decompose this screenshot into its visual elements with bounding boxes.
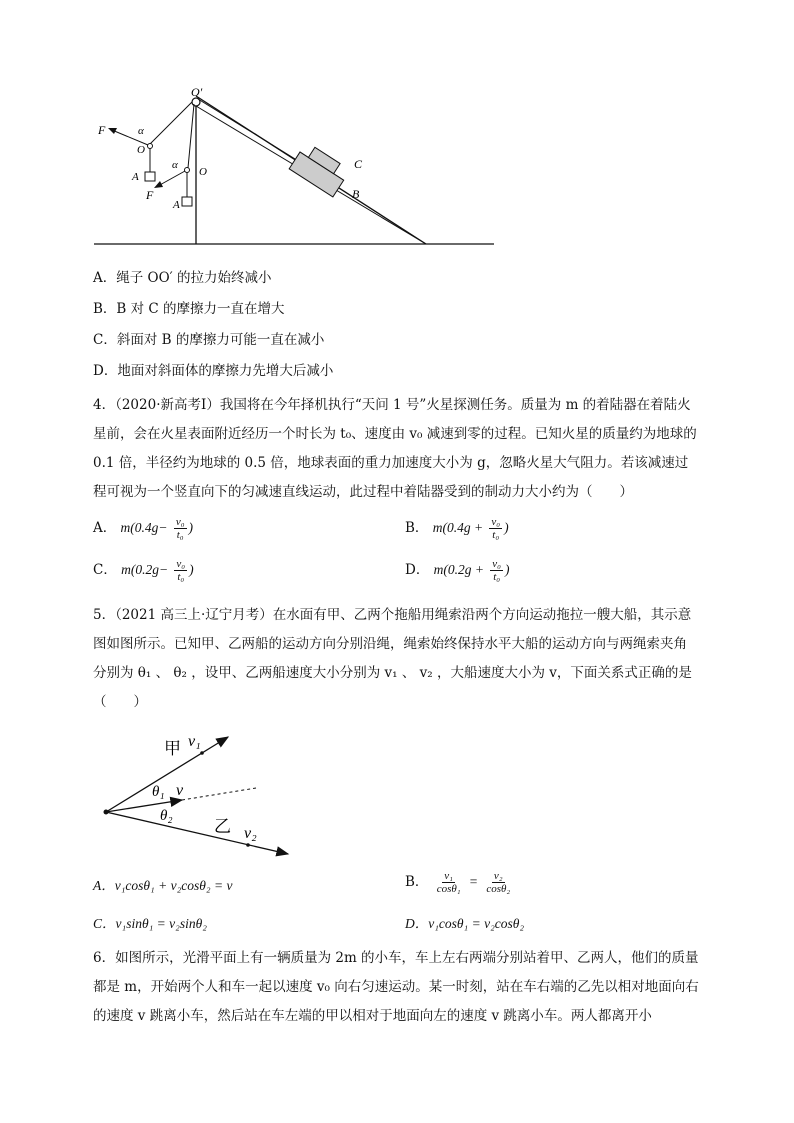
q4-option-c-expr: m(0.2g− xyxy=(121,562,169,577)
force-right-arrowhead-icon xyxy=(154,181,163,188)
weight-a-left xyxy=(145,172,155,181)
ship-direction-dashed xyxy=(182,788,256,800)
dot-v2 xyxy=(246,843,250,847)
fraction-numerator: v₀ xyxy=(175,516,185,528)
label-b: B xyxy=(352,187,360,201)
q4-option-c-close: ) xyxy=(189,562,194,577)
weight-a-right xyxy=(182,197,192,206)
label-c: C xyxy=(354,157,363,171)
q4-option-b-expr: m(0.4g + xyxy=(432,520,484,535)
fraction-denominator: t₀ xyxy=(493,571,501,583)
q4-option-d-fraction xyxy=(490,558,503,583)
fraction-numerator: v₂ xyxy=(493,870,503,882)
q4-option-a-fraction xyxy=(174,516,187,541)
q3-option-c: C．斜面对 B 的摩擦力可能一直在减小 xyxy=(93,332,325,348)
label-o-left: O xyxy=(137,144,145,156)
label-yi: 乙 xyxy=(214,817,231,836)
q5-stem: 5．（2021 高三上·辽宁月考）在水面有甲、乙两个拖船用绳索沿两个方向运动拖拉一艘大船，其示意图如图所示。已知甲、乙两船的运动方向分别沿绳，绳索始终保持水平大船的运动方向与两绳索夹角分别为 θ₁ 、 θ₂ ，设甲、乙两船速度大小分别为 v₁ 、 v₂ ，大船速度大小为 v，下面关系式正确的是（ ） xyxy=(93,607,692,710)
label-o-prime: O′ xyxy=(191,85,203,99)
knot-left-icon xyxy=(148,144,153,149)
fraction-denominator: t₀ xyxy=(177,571,185,583)
label-a-left: A xyxy=(132,171,139,183)
fraction-numerator: v₁ xyxy=(444,870,454,882)
figure-incline-pulley xyxy=(90,82,500,250)
knot-right-icon xyxy=(185,168,190,173)
fraction-denominator: cosθ₁ xyxy=(436,883,461,895)
q3-option-d: D．地面对斜面体的摩擦力先增大后减小 xyxy=(93,363,334,379)
q5-option-b-equals: = xyxy=(468,874,479,889)
force-right-arrow xyxy=(158,171,185,186)
q4-option-d-prefix: D． xyxy=(405,562,430,578)
label-a-right: A xyxy=(173,199,180,211)
q4-option-a-close: ) xyxy=(188,520,194,535)
fraction-numerator: v₀ xyxy=(176,558,186,570)
figure-tug-boats xyxy=(96,724,306,864)
label-o-right: O xyxy=(199,166,207,178)
q4-option-d-expr: m(0.2g + xyxy=(433,562,484,577)
q4-option-c-fraction xyxy=(174,558,187,583)
fraction-denominator: t₀ xyxy=(176,529,184,541)
dot-v1 xyxy=(200,751,204,755)
label-theta2: θ₂ xyxy=(160,808,173,824)
q5-option-b-fraction-2 xyxy=(484,870,512,895)
q4-option-a xyxy=(93,516,193,541)
q4-option-b-prefix: B． xyxy=(405,520,429,536)
q4-option-d-close: ) xyxy=(505,562,510,577)
rope-yi-arrow xyxy=(106,812,288,854)
fraction-numerator: v₀ xyxy=(491,516,501,528)
label-alpha-right: α xyxy=(172,159,178,171)
q5-option-b-fraction-1 xyxy=(435,870,463,895)
label-f-left: F xyxy=(98,123,106,137)
q4-option-c xyxy=(93,558,194,583)
q3-option-b: B．B 对 C 的摩擦力一直在增大 xyxy=(93,301,285,317)
label-alpha-left: α xyxy=(138,125,144,137)
q6-stem: 6．如图所示，光滑平面上有一辆质量为 2m 的小车，车上左右两端分别站着甲、乙两人，他们的质量都是 m，开始两个人和车一起以速度 v₀ 向右匀速运动。某一时刻，站在车右端的乙先以相对地面向右的速度 v 跳离小车，然后站在车左端的甲以相对于地面向左的速度 v 跳离小车。两人都离开小 xyxy=(93,950,699,1024)
q4-stem: 4．（2020·新高考Ⅰ）我国将在今年择机执行“天问 1 号”火星探测任务。质量为 m 的着陆器在着陆火星前，会在火星表面附近经历一个时长为 t₀、速度由 v₀ 减速到零的过程。已知火星的质量约为地球的 0.1 倍，半径约为地球的 0.5 倍，地球表面的重力加速度大小为 g，忽略火星大气阻力。若该减速过程可视为一个竖直向下的匀减速直线运动，此过程中着陆器受到的制动力大小约为（ ） xyxy=(93,397,697,500)
q4-option-b-fraction xyxy=(489,516,502,541)
q5-option-a: A．v₁cosθ₁ + v₂cosθ₂ = v xyxy=(93,878,233,893)
fraction-denominator: cosθ₂ xyxy=(486,883,511,895)
q5-option-c: C．v₁sinθ₁ = v₂sinθ₂ xyxy=(93,916,207,931)
q4-option-a-prefix: A． xyxy=(93,520,117,536)
label-f-right: F xyxy=(146,188,154,202)
q5-option-d: D．v₁cosθ₁ = v₂cosθ₂ xyxy=(405,916,525,931)
q5-option-b-prefix: B． xyxy=(405,874,429,890)
q4-option-c-prefix: C． xyxy=(93,562,117,578)
q4-option-b-close: ) xyxy=(504,520,509,535)
q4-option-d xyxy=(405,558,510,583)
rope-right-top xyxy=(188,104,194,168)
rope-left-top xyxy=(150,102,192,144)
label-v1: v₁ xyxy=(188,733,201,750)
label-v2: v₂ xyxy=(244,825,257,842)
rope-to-block xyxy=(198,99,300,162)
label-v: v xyxy=(176,782,184,799)
q4-option-b xyxy=(405,516,509,541)
label-jia: 甲 xyxy=(164,739,181,758)
q3-option-a: A．绳子 OO′ 的拉力始终减小 xyxy=(93,270,272,286)
fraction-numerator: v₀ xyxy=(492,558,501,570)
fraction-denominator: t₀ xyxy=(492,529,500,541)
label-theta1: θ₁ xyxy=(152,784,165,800)
q5-option-b xyxy=(405,870,514,895)
q4-option-a-expr: m(0.4g− xyxy=(120,520,168,535)
